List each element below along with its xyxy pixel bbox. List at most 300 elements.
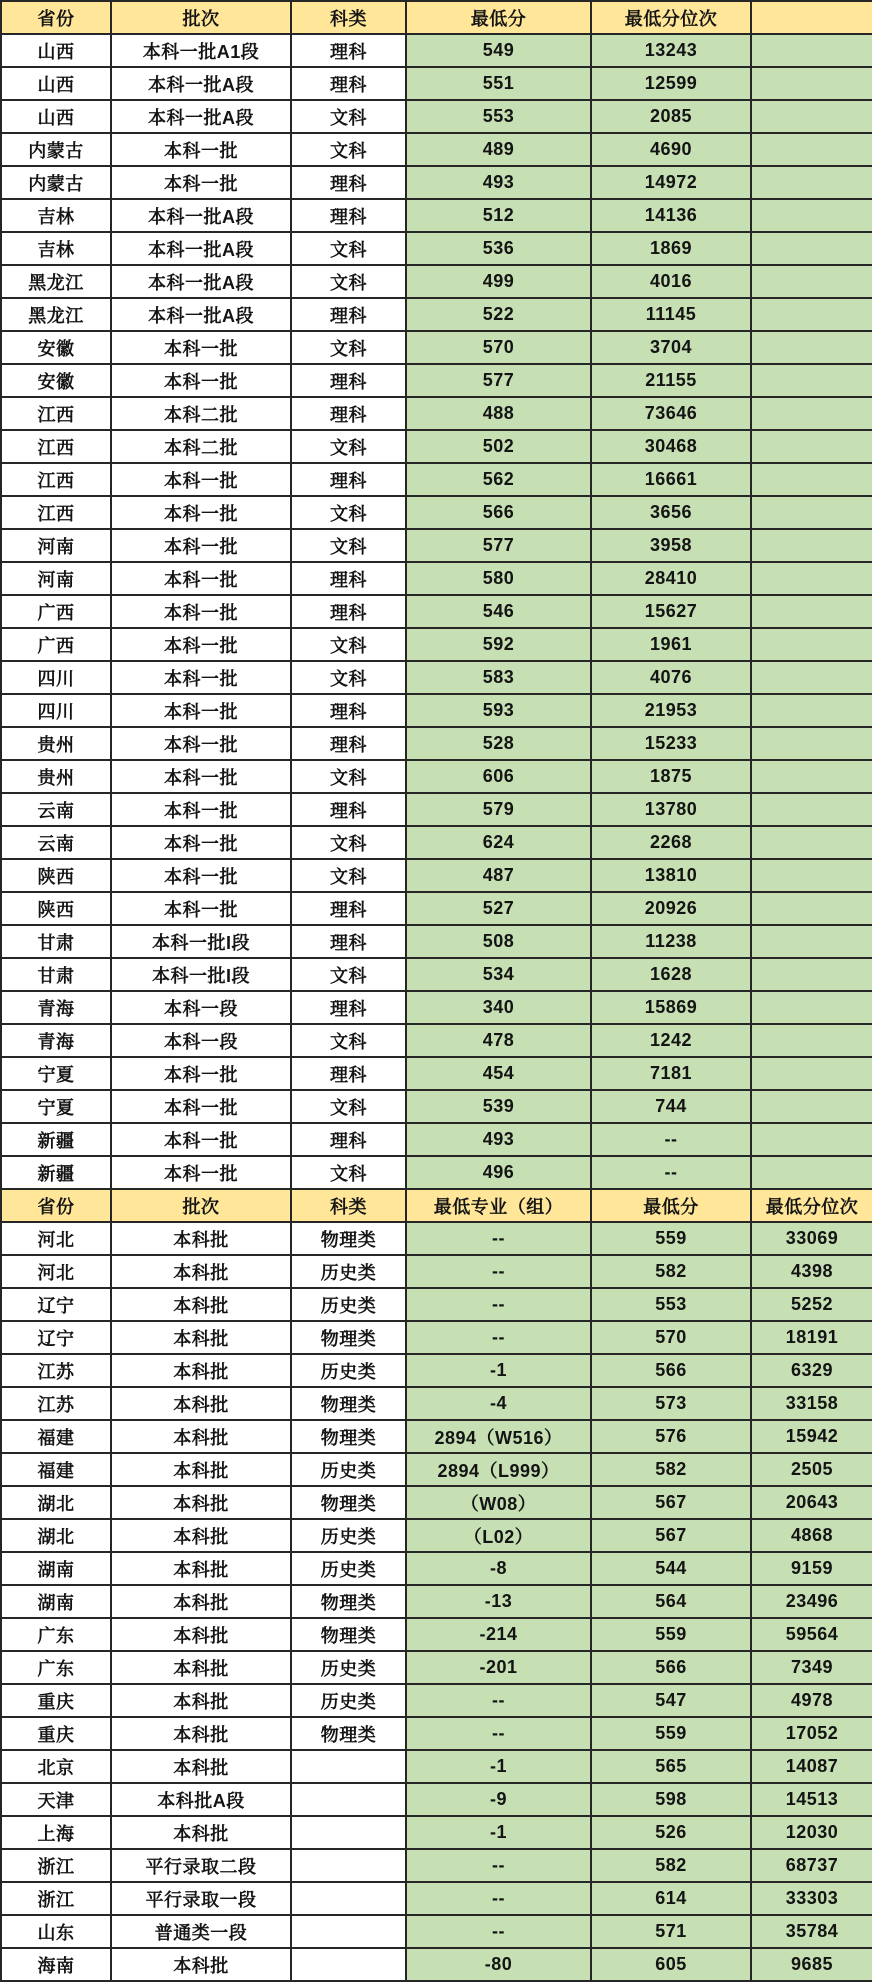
value-cell: -1	[406, 1354, 591, 1387]
value-cell: 551	[406, 67, 591, 100]
value-cell	[751, 364, 872, 397]
label-cell: 重庆	[1, 1717, 111, 1750]
table-row	[1, 694, 872, 727]
label-cell: 本科批	[111, 1486, 291, 1519]
value-cell: 547	[591, 1684, 751, 1717]
value-cell: 15627	[591, 595, 751, 628]
label-cell: 江西	[1, 430, 111, 463]
label-cell: 广东	[1, 1651, 111, 1684]
column-header-subject-type: 科类	[291, 1, 406, 34]
table-row	[1, 1717, 872, 1750]
table-row	[1, 265, 872, 298]
label-cell: 本科一批I段	[111, 958, 291, 991]
value-cell: 553	[406, 100, 591, 133]
label-cell: 本科批	[111, 1354, 291, 1387]
label-cell: 理科	[291, 727, 406, 760]
label-cell: 福建	[1, 1420, 111, 1453]
label-cell: 宁夏	[1, 1057, 111, 1090]
label-cell	[291, 1948, 406, 1981]
table-row	[1, 298, 872, 331]
table-row	[1, 1486, 872, 1519]
table-row	[1, 1090, 872, 1123]
column-header-province: 省份	[1, 1, 111, 34]
value-cell: 14087	[751, 1750, 872, 1783]
table-row	[1, 463, 872, 496]
label-cell: 河北	[1, 1222, 111, 1255]
value-cell: 14972	[591, 166, 751, 199]
value-cell: 508	[406, 925, 591, 958]
label-cell: 本科一批A段	[111, 199, 291, 232]
value-cell: 2085	[591, 100, 751, 133]
label-cell: 山东	[1, 1915, 111, 1948]
table-row	[1, 199, 872, 232]
value-cell: -8	[406, 1552, 591, 1585]
label-cell: 文科	[291, 529, 406, 562]
value-cell	[751, 859, 872, 892]
table-row	[1, 859, 872, 892]
label-cell: 文科	[291, 628, 406, 661]
label-cell: 理科	[291, 892, 406, 925]
value-cell: 564	[591, 1585, 751, 1618]
label-cell: 本科一批	[111, 496, 291, 529]
label-cell: 本科一批A段	[111, 100, 291, 133]
label-cell: 本科一批	[111, 1123, 291, 1156]
value-cell: 565	[591, 1750, 751, 1783]
label-cell: 本科一段	[111, 991, 291, 1024]
value-cell: 580	[406, 562, 591, 595]
table-row	[1, 1222, 872, 1255]
label-cell: 重庆	[1, 1684, 111, 1717]
column-header-col6	[751, 1, 872, 34]
label-cell: 历史类	[291, 1519, 406, 1552]
label-cell: 云南	[1, 826, 111, 859]
label-cell: 理科	[291, 793, 406, 826]
label-cell: 本科一批A段	[111, 298, 291, 331]
value-cell: 1869	[591, 232, 751, 265]
label-cell: 河南	[1, 529, 111, 562]
value-cell: 536	[406, 232, 591, 265]
column-header-col6: 最低分位次	[751, 1189, 872, 1222]
label-cell: 理科	[291, 463, 406, 496]
value-cell: 68737	[751, 1849, 872, 1882]
label-cell: 本科批	[111, 1288, 291, 1321]
value-cell: 576	[591, 1420, 751, 1453]
label-cell: 本科批	[111, 1585, 291, 1618]
value-cell: --	[406, 1321, 591, 1354]
label-cell: 理科	[291, 694, 406, 727]
value-cell: --	[406, 1882, 591, 1915]
label-cell: 辽宁	[1, 1288, 111, 1321]
label-cell: 江西	[1, 496, 111, 529]
label-cell: 平行录取一段	[111, 1882, 291, 1915]
value-cell: 4016	[591, 265, 751, 298]
value-cell: 534	[406, 958, 591, 991]
label-cell: 历史类	[291, 1684, 406, 1717]
value-cell: 28410	[591, 562, 751, 595]
table-row	[1, 1387, 872, 1420]
label-cell: 本科一批	[111, 1057, 291, 1090]
label-cell: 本科批	[111, 1420, 291, 1453]
label-cell: 本科批	[111, 1552, 291, 1585]
value-cell: 544	[591, 1552, 751, 1585]
value-cell	[751, 1057, 872, 1090]
label-cell: 陕西	[1, 859, 111, 892]
value-cell: 559	[591, 1618, 751, 1651]
value-cell: 570	[591, 1321, 751, 1354]
value-cell: 606	[406, 760, 591, 793]
table-row	[1, 529, 872, 562]
value-cell	[751, 529, 872, 562]
label-cell: 本科一批	[111, 595, 291, 628]
value-cell: 4978	[751, 1684, 872, 1717]
label-cell: 本科一批	[111, 892, 291, 925]
value-cell: 493	[406, 1123, 591, 1156]
label-cell	[291, 1915, 406, 1948]
value-cell: 577	[406, 364, 591, 397]
label-cell: 物理类	[291, 1321, 406, 1354]
label-cell: 文科	[291, 100, 406, 133]
label-cell: 文科	[291, 760, 406, 793]
table-row	[1, 1618, 872, 1651]
label-cell: 理科	[291, 298, 406, 331]
value-cell: 526	[591, 1816, 751, 1849]
label-cell: 本科一批A段	[111, 265, 291, 298]
label-cell: 上海	[1, 1816, 111, 1849]
value-cell: 583	[406, 661, 591, 694]
table-row	[1, 793, 872, 826]
label-cell: 本科二批	[111, 397, 291, 430]
value-cell	[751, 1090, 872, 1123]
label-cell: 山西	[1, 34, 111, 67]
value-cell: 496	[406, 1156, 591, 1189]
label-cell: 物理类	[291, 1420, 406, 1453]
label-cell: 本科批	[111, 1750, 291, 1783]
label-cell: 本科批	[111, 1618, 291, 1651]
table-row	[1, 892, 872, 925]
label-cell: 本科批A段	[111, 1783, 291, 1816]
value-cell: 11238	[591, 925, 751, 958]
value-cell: 1628	[591, 958, 751, 991]
label-cell: 本科二批	[111, 430, 291, 463]
value-cell: 582	[591, 1849, 751, 1882]
table-row	[1, 1024, 872, 1057]
label-cell: 宁夏	[1, 1090, 111, 1123]
value-cell	[751, 595, 872, 628]
table-row	[1, 1882, 872, 1915]
value-cell: 20926	[591, 892, 751, 925]
label-cell: 湖南	[1, 1585, 111, 1618]
value-cell: -1	[406, 1816, 591, 1849]
value-cell: --	[591, 1156, 751, 1189]
table-row	[1, 1057, 872, 1090]
label-cell: 浙江	[1, 1882, 111, 1915]
table-row	[1, 67, 872, 100]
value-cell: 13780	[591, 793, 751, 826]
label-cell: 天津	[1, 1783, 111, 1816]
value-cell: 2505	[751, 1453, 872, 1486]
label-cell: 安徽	[1, 364, 111, 397]
label-cell: 江西	[1, 463, 111, 496]
label-cell: 理科	[291, 364, 406, 397]
label-cell: 物理类	[291, 1486, 406, 1519]
value-cell: 582	[591, 1255, 751, 1288]
value-cell: -4	[406, 1387, 591, 1420]
label-cell: 福建	[1, 1453, 111, 1486]
label-cell: 理科	[291, 34, 406, 67]
table-row	[1, 760, 872, 793]
value-cell: 9685	[751, 1948, 872, 1981]
value-cell	[751, 1156, 872, 1189]
value-cell	[751, 760, 872, 793]
value-cell: 1242	[591, 1024, 751, 1057]
label-cell: 甘肃	[1, 925, 111, 958]
value-cell: 624	[406, 826, 591, 859]
label-cell: 物理类	[291, 1618, 406, 1651]
label-cell: 本科一批	[111, 463, 291, 496]
value-cell: -13	[406, 1585, 591, 1618]
value-cell: 30468	[591, 430, 751, 463]
label-cell: 四川	[1, 661, 111, 694]
label-cell: 新疆	[1, 1123, 111, 1156]
label-cell: 文科	[291, 496, 406, 529]
label-cell: 本科批	[111, 1222, 291, 1255]
label-cell: 理科	[291, 595, 406, 628]
label-cell: 本科一批I段	[111, 925, 291, 958]
label-cell: 本科一批A段	[111, 67, 291, 100]
value-cell: 33158	[751, 1387, 872, 1420]
label-cell: 广东	[1, 1618, 111, 1651]
value-cell: 13243	[591, 34, 751, 67]
label-cell: 河北	[1, 1255, 111, 1288]
label-cell	[291, 1750, 406, 1783]
label-cell: 本科一批	[111, 562, 291, 595]
value-cell: 59564	[751, 1618, 872, 1651]
label-cell: 本科一批	[111, 760, 291, 793]
value-cell: 549	[406, 34, 591, 67]
value-cell: 4398	[751, 1255, 872, 1288]
column-header-col5: 最低分	[591, 1189, 751, 1222]
label-cell: 黑龙江	[1, 298, 111, 331]
value-cell: 539	[406, 1090, 591, 1123]
value-cell	[751, 496, 872, 529]
value-cell: 592	[406, 628, 591, 661]
label-cell: 文科	[291, 1156, 406, 1189]
label-cell: 本科一批	[111, 793, 291, 826]
value-cell: 512	[406, 199, 591, 232]
label-cell: 历史类	[291, 1288, 406, 1321]
value-cell: （L02）	[406, 1519, 591, 1552]
value-cell: --	[406, 1255, 591, 1288]
value-cell: 567	[591, 1519, 751, 1552]
label-cell: 文科	[291, 1090, 406, 1123]
label-cell: 理科	[291, 562, 406, 595]
value-cell: 522	[406, 298, 591, 331]
column-header-province: 省份	[1, 1189, 111, 1222]
table-row	[1, 1453, 872, 1486]
label-cell: 本科一批	[111, 727, 291, 760]
table-row	[1, 232, 872, 265]
value-cell	[751, 232, 872, 265]
table-row	[1, 595, 872, 628]
value-cell: 502	[406, 430, 591, 463]
value-cell: 21155	[591, 364, 751, 397]
value-cell: --	[406, 1915, 591, 1948]
value-cell: 488	[406, 397, 591, 430]
label-cell: 历史类	[291, 1552, 406, 1585]
label-cell: 黑龙江	[1, 265, 111, 298]
value-cell: 33069	[751, 1222, 872, 1255]
label-cell: 文科	[291, 331, 406, 364]
label-cell: 理科	[291, 166, 406, 199]
label-cell: 物理类	[291, 1222, 406, 1255]
table-row	[1, 826, 872, 859]
table-row	[1, 628, 872, 661]
table-row	[1, 727, 872, 760]
label-cell: 本科一批	[111, 1090, 291, 1123]
value-cell: 579	[406, 793, 591, 826]
label-cell: 本科一批	[111, 1156, 291, 1189]
value-cell: -1	[406, 1750, 591, 1783]
value-cell: 559	[591, 1222, 751, 1255]
label-cell: 本科批	[111, 1519, 291, 1552]
label-cell: 本科批	[111, 1387, 291, 1420]
value-cell	[751, 430, 872, 463]
value-cell	[751, 166, 872, 199]
table-row	[1, 1552, 872, 1585]
value-cell: 1875	[591, 760, 751, 793]
value-cell: 15869	[591, 991, 751, 1024]
table-row	[1, 991, 872, 1024]
value-cell: （W08）	[406, 1486, 591, 1519]
label-cell: 本科一段	[111, 1024, 291, 1057]
section-new-gaokao-header-row	[1, 1189, 872, 1222]
label-cell: 文科	[291, 958, 406, 991]
value-cell: 7349	[751, 1651, 872, 1684]
label-cell: 内蒙古	[1, 133, 111, 166]
label-cell: 北京	[1, 1750, 111, 1783]
label-cell: 本科批	[111, 1948, 291, 1981]
table-row	[1, 133, 872, 166]
table-row	[1, 1255, 872, 1288]
label-cell: 本科一批	[111, 133, 291, 166]
label-cell: 陕西	[1, 892, 111, 925]
table-row	[1, 925, 872, 958]
value-cell: 13810	[591, 859, 751, 892]
label-cell: 本科一批	[111, 859, 291, 892]
column-header-col5: 最低分位次	[591, 1, 751, 34]
value-cell: 593	[406, 694, 591, 727]
value-cell	[751, 298, 872, 331]
value-cell: 499	[406, 265, 591, 298]
value-cell: 605	[591, 1948, 751, 1981]
table-row	[1, 1783, 872, 1816]
table-row	[1, 331, 872, 364]
value-cell: 3704	[591, 331, 751, 364]
label-cell: 理科	[291, 1057, 406, 1090]
value-cell: 744	[591, 1090, 751, 1123]
table-row	[1, 397, 872, 430]
value-cell: -214	[406, 1618, 591, 1651]
label-cell: 山西	[1, 67, 111, 100]
label-cell: 文科	[291, 826, 406, 859]
table-row	[1, 1684, 872, 1717]
value-cell: 9159	[751, 1552, 872, 1585]
label-cell: 本科批	[111, 1453, 291, 1486]
table-row	[1, 1816, 872, 1849]
value-cell: -80	[406, 1948, 591, 1981]
value-cell: 33303	[751, 1882, 872, 1915]
value-cell	[751, 100, 872, 133]
label-cell: 河南	[1, 562, 111, 595]
label-cell: 物理类	[291, 1717, 406, 1750]
label-cell: 物理类	[291, 1585, 406, 1618]
label-cell: 本科一批	[111, 364, 291, 397]
value-cell: 566	[406, 496, 591, 529]
table-row	[1, 1651, 872, 1684]
table-row	[1, 364, 872, 397]
score-table-body	[1, 1, 872, 1981]
value-cell	[751, 67, 872, 100]
value-cell	[751, 562, 872, 595]
label-cell: 青海	[1, 1024, 111, 1057]
label-cell: 理科	[291, 67, 406, 100]
value-cell	[751, 34, 872, 67]
label-cell: 贵州	[1, 760, 111, 793]
value-cell: 454	[406, 1057, 591, 1090]
value-cell: 340	[406, 991, 591, 1024]
label-cell: 吉林	[1, 199, 111, 232]
value-cell: 12030	[751, 1816, 872, 1849]
table-row	[1, 166, 872, 199]
label-cell: 文科	[291, 430, 406, 463]
table-row	[1, 1321, 872, 1354]
value-cell: 18191	[751, 1321, 872, 1354]
column-header-col4: 最低专业（组）	[406, 1189, 591, 1222]
value-cell: 478	[406, 1024, 591, 1057]
label-cell: 理科	[291, 991, 406, 1024]
label-cell: 本科一批	[111, 628, 291, 661]
value-cell: --	[406, 1717, 591, 1750]
column-header-batch: 批次	[111, 1189, 291, 1222]
label-cell: 理科	[291, 1123, 406, 1156]
label-cell: 本科一批	[111, 694, 291, 727]
label-cell: 本科批	[111, 1651, 291, 1684]
value-cell: 35784	[751, 1915, 872, 1948]
value-cell: 16661	[591, 463, 751, 496]
label-cell: 平行录取二段	[111, 1849, 291, 1882]
label-cell	[291, 1816, 406, 1849]
column-header-subject-type: 科类	[291, 1189, 406, 1222]
table-row	[1, 661, 872, 694]
value-cell	[751, 793, 872, 826]
section-traditional-gaokao-header-row	[1, 1, 872, 34]
value-cell: 562	[406, 463, 591, 496]
table-row	[1, 430, 872, 463]
label-cell: 山西	[1, 100, 111, 133]
label-cell: 本科一批A段	[111, 232, 291, 265]
value-cell: --	[406, 1849, 591, 1882]
table-row	[1, 562, 872, 595]
value-cell: 553	[591, 1288, 751, 1321]
label-cell: 江苏	[1, 1387, 111, 1420]
value-cell: 577	[406, 529, 591, 562]
value-cell: 570	[406, 331, 591, 364]
value-cell: 14136	[591, 199, 751, 232]
label-cell: 理科	[291, 925, 406, 958]
value-cell: 573	[591, 1387, 751, 1420]
label-cell: 海南	[1, 1948, 111, 1981]
value-cell: 567	[591, 1486, 751, 1519]
